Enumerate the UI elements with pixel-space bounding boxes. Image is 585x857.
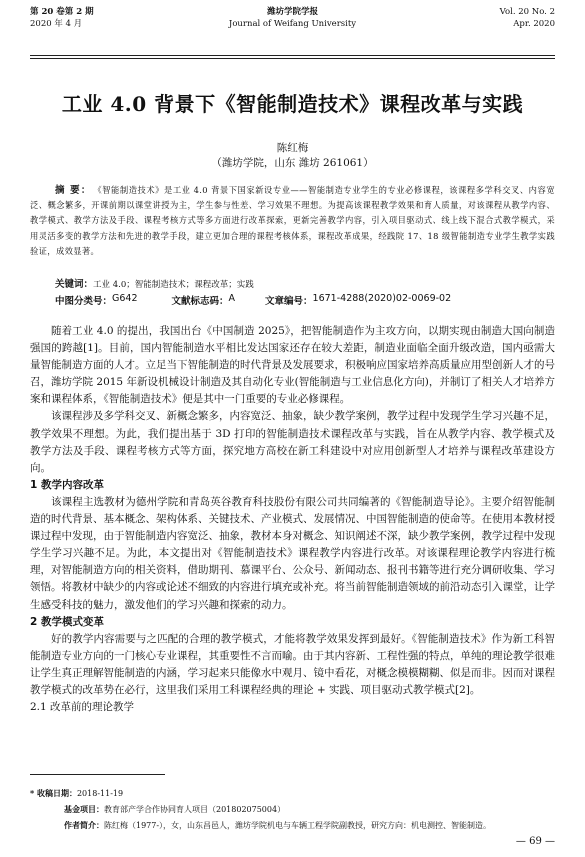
- paragraph: 该课程涉及多学科交叉、新概念繁多，内容宽泛、抽象，缺少教学案例，教学过程中发现学生学习兴趣不足，教学效果不理想。为此，我们提出基于 3D 打印的智能制造技术课程改革与实践，旨在从教学内容、教学模式及教学方法及手段、课程考核方式等方面，探究地方高校在新工科建设中对应用创新型人才培养与课程改革建设方向。: [30, 410, 555, 474]
- author-affiliation: （潍坊学院，山东 潍坊 261061）: [211, 157, 374, 169]
- header-rule-thick: [30, 55, 555, 56]
- doc-code-value: A: [228, 293, 236, 304]
- classification-line: [55, 293, 555, 307]
- footnote-author-bio: 作者简介：陈红梅（1977-），女，山东昌邑人，潍坊学院机电与车辆工程学院副教授，研究方向：机电测控、智能制造。: [64, 820, 492, 830]
- keywords-label: 关键词：: [55, 279, 94, 290]
- article-no-label: 文章编号：: [265, 296, 313, 307]
- doc-code-label: 文献标志码：: [171, 296, 229, 307]
- abstract: [30, 183, 555, 259]
- paragraph: 该课程主选教材为德州学院和青岛英谷教育科技股份有限公司共同编著的《智能制造导论》。主要介绍智能制造的时代背景、基本概念、架构体系、关键技术、产业模式、发展情况、中国智能制造的使命等。在使用本教材授课过程中发现，由于智能制造内容宽泛、抽象，教材本身对概念、知识阐述不深，缺少教学案例，教学过程中发现学生学习兴趣不足。为此，本文提出对《智能制造技术》课程教学内容进行改革。对该课程理论教学内容进行梳理，对智能制造方向的相关资料，借助期刊、慕课平台、公众号、新闻动态、报刊书籍等进行充分调研收集、学习领悟。将教材中缺少的内容或论述不细致的内容进行填充或补充。将当前智能制造领域的前沿动态引入课堂，让学生感受科技的魅力，激发他们的学习兴趣和探索的动力。: [30, 495, 555, 611]
- keywords-text: 工业 4.0；智能制造技术；课程改革；实践: [93, 280, 254, 290]
- body-text: [30, 323, 555, 716]
- section-heading: 2 教学模式变革: [30, 615, 104, 628]
- date-cn: 2020 年 4 月: [30, 19, 83, 29]
- section-heading: 1 教学内容改革: [30, 478, 104, 491]
- page-number: — 69 —: [515, 836, 555, 847]
- clc-label: 中图分类号：: [55, 296, 113, 307]
- clc-value: G642: [112, 293, 138, 304]
- journal-en: Journal of Weifang University: [228, 19, 357, 29]
- footnote-fund: 基金项目：教育部产学合作协同育人项目（201802075004）: [64, 804, 286, 814]
- keywords: [55, 276, 555, 290]
- running-header: [30, 6, 555, 52]
- volume-cn: 第 20 卷第 2 期: [30, 7, 94, 17]
- article-no-value: 1671-4288(2020)02-0069-02: [312, 293, 452, 304]
- paragraph: 随着工业 4.0 的提出，我国出台《中国制造 2025》，把智能制造作为主攻方向，以期实现由制造大国向制造强国的跨越[1]。目前，国内智能制造水平相比发达国家还存在较大差距，制造业面临全面升级改造，国内亟需大量智能制造方面的人才。立足当下智能制造的时代背景及发展要求，积极响应国家培养高质量应用型创新人才的号召，潍坊学院 2015 年新设机械设计制造及其自动化专业(智能制造与工业信息化方向)，并制订了相关人才培养方案和课程体系，《智能制造技术》便是其中一门重要的专业必修课程。: [30, 325, 555, 406]
- abstract-text: 《智能制造技术》是工业 4.0 背景下国家新设专业——智能制造专业学生的专业必修课程，该课程多学科交叉、内容宽泛、概念繁多，开课前期以课堂讲授为主，学生参与性差、学习效果不理想。为提高该课程教学效果和育人质量，对该课程从教学内容、教学模式、教学方法及手段、课程考核方式等多方面进行改革探索，更新完善教学内容，引入项目驱动式、线上线下混合式教学模式，采用灵活多变的教学方法和先进的教学手段，建立更加合理的课程考核体系，课程改革成果，经践院 17、18 级智能制造专业学生教学实践验证，成效显著。: [30, 185, 555, 256]
- subsection-heading: 2.1 改革前的理论教学: [30, 701, 135, 714]
- paper-title: 工业 4.0 背景下《智能制造技术》课程改革与实践: [61, 92, 524, 116]
- abstract-label: 摘 要：: [55, 185, 92, 196]
- header-rule-thin: [30, 58, 555, 59]
- date-en: Apr. 2020: [513, 19, 555, 29]
- footnote-rule: [30, 774, 165, 775]
- volume-en: Vol. 20 No. 2: [499, 7, 555, 17]
- journal-cn: 潍坊学院学报: [266, 7, 318, 17]
- footnote-received: * 收稿日期：2018-11-19: [30, 788, 124, 798]
- paragraph: 好的教学内容需要与之匹配的合理的教学模式，才能将教学效果发挥到最好。《智能制造技术》作为新工科智能制造专业方向的一门核心专业课程，其重要性不言而喻。由于其内容新、工程性强的特点，单纯的理论教学很难让学生真正理解智能制造的内涵，学习起来只能像水中观月、镜中看花，对概念模模糊糊、似是而非。因而对课程教学模式的改革势在必行，这里我们采用工科课程经典的理论 + 实践、项目驱动式教学模式[2]。: [30, 632, 555, 696]
- author-name: 陈红梅: [276, 142, 309, 154]
